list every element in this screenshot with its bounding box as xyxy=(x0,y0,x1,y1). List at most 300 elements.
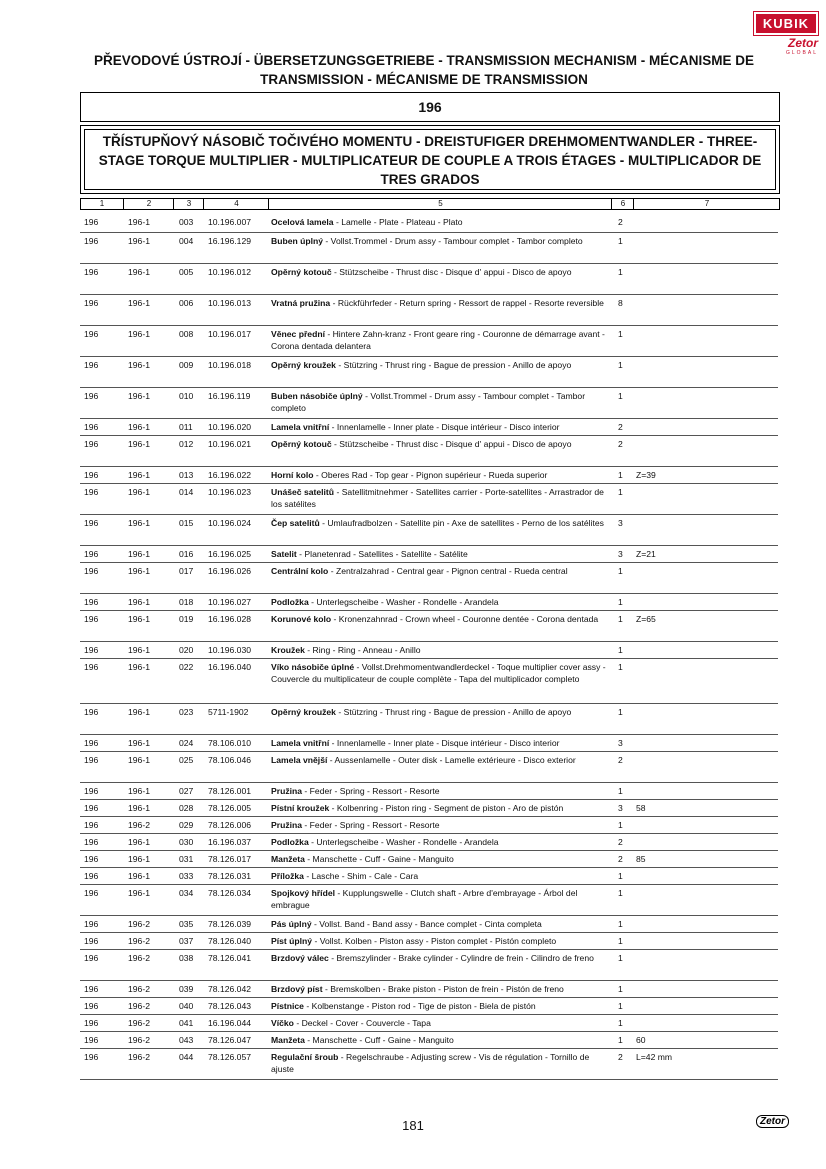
table-row xyxy=(80,933,778,950)
kubik-zetor-logo xyxy=(754,12,818,56)
part-number-cell: 10.196.020 xyxy=(208,422,252,432)
quantity-cell: 1 xyxy=(618,1035,623,1045)
ref-number-cell: 196 xyxy=(84,439,99,449)
group-code-cell: 196-1 xyxy=(128,614,150,624)
column-header-2: 2 xyxy=(123,199,174,209)
ref-number-cell: 196 xyxy=(84,549,99,559)
ref-number-cell: 196 xyxy=(84,614,99,624)
part-number-cell: 16.196.119 xyxy=(208,391,251,401)
group-code-cell: 196-1 xyxy=(128,217,150,227)
ref-number-cell: 196 xyxy=(84,360,99,370)
quantity-cell: 1 xyxy=(618,614,623,624)
position-cell: 033 xyxy=(179,871,194,881)
description-cell xyxy=(271,1051,606,1075)
description-translations: - Vollst.Drehmomentwandlerdeckel - Toque multiplier cover assy - Couvercle du multiplicateur de couple complète - Tapa del multiplicador completo xyxy=(271,662,606,684)
position-cell: 030 xyxy=(179,837,194,847)
description-czech: Brzdový válec xyxy=(271,953,329,963)
description-translations: - Deckel - Cover - Couvercle - Tapa xyxy=(293,1018,431,1028)
table-row xyxy=(80,642,778,659)
ref-number-cell: 196 xyxy=(84,217,99,227)
position-cell: 019 xyxy=(179,614,194,624)
position-cell: 035 xyxy=(179,919,194,929)
ref-number-cell: 196 xyxy=(84,803,99,813)
part-number-cell: 78.126.040 xyxy=(208,936,252,946)
part-number-cell: 10.196.023 xyxy=(208,487,252,497)
description-cell xyxy=(271,983,606,995)
position-cell: 043 xyxy=(179,1035,194,1045)
part-number-cell: 78.126.017 xyxy=(208,854,252,864)
description-translations: - Oberes Rad - Top gear - Pignon supérieur - Rueda superior xyxy=(313,470,548,480)
part-number-cell: 16.196.044 xyxy=(208,1018,252,1028)
group-code-cell: 196-1 xyxy=(128,662,150,672)
part-number-cell: 10.196.018 xyxy=(208,360,252,370)
part-number-cell: 16.196.040 xyxy=(208,662,252,672)
description-translations: - Unterlegscheibe - Washer - Rondelle - Arandela xyxy=(308,597,499,607)
table-row xyxy=(80,295,778,326)
ref-number-cell: 196 xyxy=(84,984,99,994)
quantity-cell: 3 xyxy=(618,549,623,559)
group-code-cell: 196-1 xyxy=(128,786,150,796)
position-cell: 008 xyxy=(179,329,194,339)
position-cell: 031 xyxy=(179,854,194,864)
group-code-cell: 196-1 xyxy=(128,803,150,813)
quantity-cell: 1 xyxy=(618,984,623,994)
description-translations: - Zentralzahrad - Central gear - Pignon central - Rueda central xyxy=(328,566,568,576)
description-czech: Pružina xyxy=(271,820,303,830)
section-title-line1: TŘÍSTUPŇOVÝ NÁSOBIČ TOČIVÉHO MOMENTU - DREISTUFIGER DREHMOMENTWANDLER - THREE- xyxy=(102,134,758,149)
description-translations: - Stützscheibe - Thrust disc - Disque d' appui - Disco de apoyo xyxy=(331,267,572,277)
part-number-cell: 16.196.025 xyxy=(208,549,252,559)
position-cell: 011 xyxy=(179,422,193,432)
position-cell: 041 xyxy=(179,1018,194,1028)
group-code-cell: 196-1 xyxy=(128,707,150,717)
position-cell: 022 xyxy=(179,662,194,672)
description-czech: Opěrný kotouč xyxy=(271,439,332,449)
group-code-cell: 196-1 xyxy=(128,566,150,576)
quantity-cell: 1 xyxy=(618,597,623,607)
position-cell: 014 xyxy=(179,487,194,497)
description-translations: - Umlaufradbolzen - Satellite pin - Axe de satellites - Perno de los satélites xyxy=(319,518,604,528)
table-row xyxy=(80,659,778,704)
description-cell xyxy=(271,596,606,608)
note-cell: 85 xyxy=(636,854,646,864)
section-title-line2: STAGE TORQUE MULTIPLIER - MULTIPLICATEUR DE COUPLE A TROIS ÉTAGES - MULTIPLICADOR DE xyxy=(98,153,762,168)
ref-number-cell: 196 xyxy=(84,236,99,246)
description-cell xyxy=(271,297,606,309)
description-czech: Píst úplný xyxy=(271,936,313,946)
ref-number-cell: 196 xyxy=(84,738,99,748)
group-code-cell: 196-2 xyxy=(128,919,150,929)
quantity-cell: 2 xyxy=(618,217,623,227)
page-title-line1: PŘEVODOVÉ ÚSTROJÍ - ÜBERSETZUNGSGETRIEBE - TRANSMISSION MECHANISM - MÉCANISME DE xyxy=(93,53,755,68)
column-header-4: 4 xyxy=(203,199,269,209)
description-cell xyxy=(271,819,606,831)
part-number-cell: 10.196.024 xyxy=(208,518,252,528)
quantity-cell: 1 xyxy=(618,566,623,576)
part-number-cell: 78.126.047 xyxy=(208,1035,252,1045)
table-row xyxy=(80,515,778,546)
part-number-cell: 10.196.012 xyxy=(208,267,252,277)
description-cell xyxy=(271,421,606,433)
quantity-cell: 2 xyxy=(618,439,623,449)
quantity-cell: 1 xyxy=(618,1018,623,1028)
position-cell: 004 xyxy=(179,236,194,246)
note-cell: 60 xyxy=(636,1035,646,1045)
quantity-cell: 3 xyxy=(618,738,623,748)
group-code-cell: 196-2 xyxy=(128,936,150,946)
position-cell: 025 xyxy=(179,755,194,765)
description-cell xyxy=(271,565,606,577)
description-czech: Buben násobiče úplný xyxy=(271,391,363,401)
logo-subtext: GLOBAL xyxy=(785,50,818,56)
ref-number-cell: 196 xyxy=(84,329,99,339)
description-cell xyxy=(271,661,606,685)
position-cell: 027 xyxy=(179,786,194,796)
description-czech: Manžeta xyxy=(271,854,305,864)
description-czech: Lamela vnější xyxy=(271,755,328,765)
group-code-cell: 196-2 xyxy=(128,953,150,963)
group-code-cell: 196-2 xyxy=(128,1035,150,1045)
description-cell xyxy=(271,918,606,930)
description-translations: - Planetenrad - Satellites - Satellite - Satélite xyxy=(296,549,468,559)
description-cell xyxy=(271,469,606,481)
table-row xyxy=(80,357,778,388)
description-czech: Pístní kroužek xyxy=(271,803,330,813)
description-translations: - Aussenlamelle - Outer disk - Lamelle extérieure - Disco exterior xyxy=(327,755,576,765)
description-translations: - Bremskolben - Brake piston - Piston de frein - Pistón de freno xyxy=(322,984,564,994)
description-cell xyxy=(271,737,606,749)
description-translations: - Innenlamelle - Inner plate - Disque intérieur - Disco interior xyxy=(329,738,560,748)
description-czech: Víčko xyxy=(271,1018,294,1028)
quantity-cell: 1 xyxy=(618,360,623,370)
ref-number-cell: 196 xyxy=(84,597,99,607)
part-number-cell: 5711-1902 xyxy=(208,707,249,717)
table-row xyxy=(80,233,778,264)
description-translations: - Lasche - Shim - Cale - Cara xyxy=(303,871,419,881)
description-translations: - Vollst.Trommel - Drum assy - Tambour complet - Tambor completo xyxy=(323,236,583,246)
ref-number-cell: 196 xyxy=(84,566,99,576)
description-cell xyxy=(271,644,606,656)
position-cell: 012 xyxy=(179,439,194,449)
note-cell: Z=39 xyxy=(636,470,656,480)
description-translations: - Stützscheibe - Thrust disc - Disque d' appui - Disco de apoyo xyxy=(331,439,572,449)
quantity-cell: 1 xyxy=(618,820,623,830)
table-row xyxy=(80,1032,778,1049)
group-code-cell: 196-2 xyxy=(128,1052,150,1062)
table-row xyxy=(80,594,778,611)
ref-number-cell: 196 xyxy=(84,1018,99,1028)
column-header-3: 3 xyxy=(173,199,204,209)
position-cell: 037 xyxy=(179,936,194,946)
table-row xyxy=(80,752,778,783)
column-header-7: 7 xyxy=(633,199,780,209)
position-cell: 013 xyxy=(179,470,194,480)
group-code-cell: 196-1 xyxy=(128,645,150,655)
group-code-cell: 196-1 xyxy=(128,439,150,449)
position-cell: 038 xyxy=(179,953,194,963)
group-code-cell: 196-1 xyxy=(128,267,150,277)
position-cell: 028 xyxy=(179,803,194,813)
description-czech: Manžeta xyxy=(271,1035,305,1045)
page-number: 181 xyxy=(402,1118,424,1133)
kubik-logo-text: KUBIK xyxy=(754,12,818,35)
group-code-cell: 196-1 xyxy=(128,391,150,401)
ref-number-cell: 196 xyxy=(84,645,99,655)
quantity-cell: 1 xyxy=(618,662,623,672)
description-translations: - Bremszylinder - Brake cylinder - Cylindre de frein - Cilindro de freno xyxy=(328,953,594,963)
group-code-cell: 196-1 xyxy=(128,871,150,881)
table-row xyxy=(80,214,778,233)
quantity-cell: 1 xyxy=(618,470,623,480)
description-translations: - Feder - Spring - Ressort - Resorte xyxy=(302,786,440,796)
quantity-cell: 1 xyxy=(618,487,623,497)
part-number-cell: 16.196.028 xyxy=(208,614,252,624)
table-row xyxy=(80,326,778,357)
part-number-cell: 78.126.006 xyxy=(208,820,252,830)
description-cell xyxy=(271,517,606,529)
column-header-6: 6 xyxy=(611,199,634,209)
position-cell: 018 xyxy=(179,597,194,607)
description-cell xyxy=(271,266,606,278)
ref-number-cell: 196 xyxy=(84,888,99,898)
group-code-cell: 196-1 xyxy=(128,360,150,370)
ref-number-cell: 196 xyxy=(84,755,99,765)
description-czech: Pružina xyxy=(271,786,303,796)
group-code-cell: 196-1 xyxy=(128,329,150,339)
description-czech: Opěrný kroužek xyxy=(271,360,336,370)
quantity-cell: 2 xyxy=(618,755,623,765)
ref-number-cell: 196 xyxy=(84,919,99,929)
quantity-cell: 1 xyxy=(618,888,623,898)
description-czech: Věnec přední xyxy=(271,329,325,339)
description-cell xyxy=(271,390,606,414)
description-czech: Kroužek xyxy=(271,645,305,655)
ref-number-cell: 196 xyxy=(84,518,99,528)
description-translations: - Lamelle - Plate - Plateau - Plato xyxy=(333,217,463,227)
group-code-cell: 196-1 xyxy=(128,597,150,607)
part-number-cell: 16.196.022 xyxy=(208,470,252,480)
table-row xyxy=(80,851,778,868)
ref-number-cell: 196 xyxy=(84,298,99,308)
quantity-cell: 2 xyxy=(618,1052,623,1062)
description-translations: - Kupplungswelle - Clutch shaft - Arbre d'embrayage - Árbol del embrague xyxy=(271,888,578,910)
group-code-cell: 196-1 xyxy=(128,888,150,898)
description-cell xyxy=(271,952,606,964)
description-czech: Vratná pružina xyxy=(271,298,331,308)
table-row xyxy=(80,1015,778,1032)
group-number: 196 xyxy=(80,92,780,122)
ref-number-cell: 196 xyxy=(84,1035,99,1045)
quantity-cell: 1 xyxy=(618,919,623,929)
description-czech: Centrální kolo xyxy=(271,566,329,576)
group-code-cell: 196-2 xyxy=(128,1001,150,1011)
description-cell xyxy=(271,754,606,766)
description-czech: Opěrný kroužek xyxy=(271,707,336,717)
ref-number-cell: 196 xyxy=(84,837,99,847)
ref-number-cell: 196 xyxy=(84,854,99,864)
table-row xyxy=(80,419,778,436)
quantity-cell: 1 xyxy=(618,329,623,339)
group-code-cell: 196-1 xyxy=(128,487,150,497)
description-cell xyxy=(271,486,606,510)
quantity-cell: 2 xyxy=(618,837,623,847)
part-number-cell: 78.126.042 xyxy=(208,984,252,994)
group-code-cell: 196-1 xyxy=(128,549,150,559)
part-number-cell: 78.126.043 xyxy=(208,1001,252,1011)
description-cell xyxy=(271,216,606,228)
part-number-cell: 16.196.026 xyxy=(208,566,252,576)
note-cell: 58 xyxy=(636,803,646,813)
quantity-cell: 1 xyxy=(618,645,623,655)
position-cell: 009 xyxy=(179,360,194,370)
ref-number-cell: 196 xyxy=(84,871,99,881)
group-code-cell: 196-2 xyxy=(128,820,150,830)
position-cell: 016 xyxy=(179,549,194,559)
description-cell xyxy=(271,853,606,865)
zetor-logo-text: Zetor xyxy=(788,36,818,50)
part-number-cell: 10.196.030 xyxy=(208,645,252,655)
page-title xyxy=(84,51,764,89)
part-number-cell: 10.196.027 xyxy=(208,597,252,607)
quantity-cell: 1 xyxy=(618,707,623,717)
part-number-cell: 78.126.031 xyxy=(208,871,252,881)
description-translations: - Rückführfeder - Return spring - Ressort de rappel - Resorte reversible xyxy=(330,298,604,308)
table-row xyxy=(80,885,778,916)
section-title-line3: TRES GRADOS xyxy=(380,172,480,187)
quantity-cell: 1 xyxy=(618,1001,623,1011)
description-czech: Satelit xyxy=(271,549,297,559)
table-row xyxy=(80,783,778,800)
table-row xyxy=(80,264,778,295)
quantity-cell: 3 xyxy=(618,518,623,528)
table-row xyxy=(80,735,778,752)
part-number-cell: 78.106.010 xyxy=(208,738,252,748)
group-code-cell: 196-1 xyxy=(128,854,150,864)
description-czech: Brzdový píst xyxy=(271,984,323,994)
group-code-cell: 196-1 xyxy=(128,738,150,748)
table-row xyxy=(80,563,778,594)
description-cell xyxy=(271,836,606,848)
group-code-cell: 196-1 xyxy=(128,298,150,308)
quantity-cell: 1 xyxy=(618,391,623,401)
description-translations: - Regelschraube - Adjusting screw - Vis de régulation - Tornillo de ajuste xyxy=(271,1052,590,1074)
description-cell xyxy=(271,359,606,371)
part-number-cell: 78.126.039 xyxy=(208,919,252,929)
table-row xyxy=(80,817,778,834)
position-cell: 029 xyxy=(179,820,194,830)
description-translations: - Unterlegscheibe - Washer - Rondelle - Arandela xyxy=(308,837,499,847)
table-row xyxy=(80,868,778,885)
group-code-cell: 196-1 xyxy=(128,236,150,246)
group-code-cell: 196-2 xyxy=(128,984,150,994)
column-header xyxy=(80,198,780,210)
note-cell: Z=65 xyxy=(636,614,656,624)
description-translations: - Vollst.Trommel - Drum assy - Tambour complet - Tambor completo xyxy=(271,391,586,413)
description-cell xyxy=(271,328,606,352)
part-number-cell: 10.196.017 xyxy=(208,329,252,339)
part-number-cell: 10.196.007 xyxy=(208,217,252,227)
position-cell: 017 xyxy=(179,566,194,576)
description-czech: Buben úplný xyxy=(271,236,324,246)
description-cell xyxy=(271,235,606,247)
description-cell xyxy=(271,935,606,947)
description-translations: - Manschette - Cuff - Gaine - Manguito xyxy=(304,1035,454,1045)
group-code-cell: 196-1 xyxy=(128,755,150,765)
parts-table xyxy=(80,214,778,1080)
description-cell xyxy=(271,802,606,814)
description-translations: - Manschette - Cuff - Gaine - Manguito xyxy=(304,854,454,864)
description-cell xyxy=(271,870,606,882)
description-translations: - Kolbenring - Piston ring - Segment de piston - Aro de pistón xyxy=(329,803,564,813)
section-title-box xyxy=(80,125,780,194)
description-czech: Unášeč satelitů xyxy=(271,487,335,497)
part-number-cell: 10.196.013 xyxy=(208,298,252,308)
note-cell: L=42 mm xyxy=(636,1052,673,1062)
table-row xyxy=(80,388,778,419)
description-czech: Pás úplný xyxy=(271,919,312,929)
table-row xyxy=(80,546,778,563)
description-cell xyxy=(271,438,606,450)
table-row xyxy=(80,467,778,484)
description-translations: - Kronenzahnrad - Crown wheel - Couronne dentée - Corona dentada xyxy=(331,614,599,624)
description-translations: - Stützring - Thrust ring - Bague de pression - Anillo de apoyo xyxy=(335,360,572,370)
page-title-line2: TRANSMISSION - MÉCANISME DE TRANSMISSION xyxy=(260,72,588,87)
zetor-footer-logo: Zetor xyxy=(756,1115,789,1128)
position-cell: 003 xyxy=(179,217,194,227)
ref-number-cell: 196 xyxy=(84,953,99,963)
position-cell: 020 xyxy=(179,645,194,655)
description-czech: Horní kolo xyxy=(271,470,314,480)
part-number-cell: 78.126.057 xyxy=(208,1052,252,1062)
quantity-cell: 2 xyxy=(618,854,623,864)
table-row xyxy=(80,981,778,998)
description-czech: Čep satelitů xyxy=(271,518,320,528)
quantity-cell: 2 xyxy=(618,422,623,432)
part-number-cell: 78.126.034 xyxy=(208,888,252,898)
group-code-cell: 196-1 xyxy=(128,837,150,847)
quantity-cell: 1 xyxy=(618,936,623,946)
description-translations: - Innenlamelle - Inner plate - Disque intérieur - Disco interior xyxy=(329,422,560,432)
position-cell: 040 xyxy=(179,1001,194,1011)
position-cell: 024 xyxy=(179,738,194,748)
part-number-cell: 16.196.129 xyxy=(208,236,252,246)
description-czech: Korunové kolo xyxy=(271,614,332,624)
description-czech: Podložka xyxy=(271,597,309,607)
description-czech: Ocelová lamela xyxy=(271,217,334,227)
position-cell: 010 xyxy=(179,391,194,401)
description-czech: Víko násobiče úplné xyxy=(271,662,355,672)
part-number-cell: 16.196.037 xyxy=(208,837,252,847)
table-row xyxy=(80,950,778,981)
ref-number-cell: 196 xyxy=(84,391,99,401)
quantity-cell: 1 xyxy=(618,953,623,963)
ref-number-cell: 196 xyxy=(84,470,99,480)
table-row xyxy=(80,704,778,735)
description-czech: Spojkový hřídel xyxy=(271,888,335,898)
position-cell: 039 xyxy=(179,984,194,994)
ref-number-cell: 196 xyxy=(84,936,99,946)
column-header-5: 5 xyxy=(268,199,612,209)
table-row xyxy=(80,998,778,1015)
position-cell: 005 xyxy=(179,267,194,277)
description-translations: - Satellitmitnehmer - Satellites carrier - Porte-satellites - Arrastrador de los satélites xyxy=(271,487,604,509)
position-cell: 015 xyxy=(179,518,194,528)
ref-number-cell: 196 xyxy=(84,820,99,830)
description-czech: Podložka xyxy=(271,837,309,847)
part-number-cell: 78.126.005 xyxy=(208,803,252,813)
ref-number-cell: 196 xyxy=(84,267,99,277)
description-czech: Lamela vnitřní xyxy=(271,738,330,748)
